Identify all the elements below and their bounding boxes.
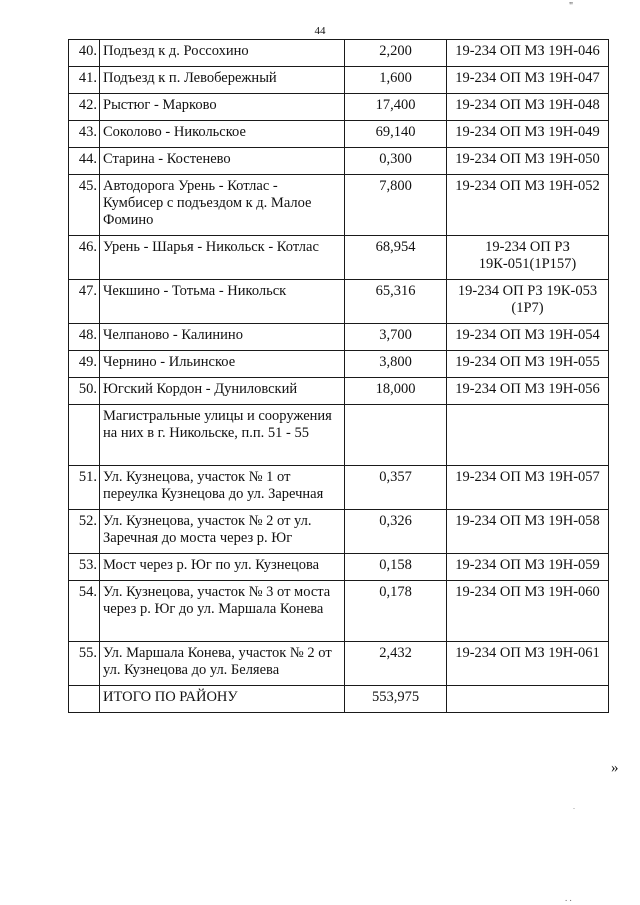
- length-km-cell: [345, 405, 447, 466]
- road-id-code-cell: 19-234 ОП МЗ 19Н-057: [447, 466, 609, 510]
- row-number-cell: 48.: [69, 324, 100, 351]
- road-name-cell: Ул. Кузнецова, участок № 1 от переулка Кузнецова до ул. Заречная: [100, 466, 345, 510]
- road-name-cell: Старина - Костенево: [100, 148, 345, 175]
- road-id-code-cell: 19-234 ОП МЗ 19Н-055: [447, 351, 609, 378]
- table-row: [69, 581, 609, 642]
- road-id-code-cell: 19-234 ОП МЗ 19Н-061: [447, 642, 609, 686]
- row-number-cell: 43.: [69, 121, 100, 148]
- row-number-cell: 52.: [69, 510, 100, 554]
- table-row: [69, 67, 609, 94]
- table-row: [69, 405, 609, 466]
- row-number-cell: 42.: [69, 94, 100, 121]
- table-row: [69, 280, 609, 324]
- table-row: [69, 236, 609, 280]
- row-number-cell: [69, 405, 100, 466]
- road-name-cell: ИТОГО ПО РАЙОНУ: [100, 686, 345, 713]
- table-row: [69, 554, 609, 581]
- road-name-cell: Урень - Шарья - Никольск - Котлас: [100, 236, 345, 280]
- length-km-cell: 1,600: [345, 67, 447, 94]
- length-km-cell: 69,140: [345, 121, 447, 148]
- row-number-cell: 40.: [69, 40, 100, 67]
- row-number-cell: 44.: [69, 148, 100, 175]
- road-name-cell: Ул. Маршала Конева, участок № 2 от ул. Кузнецова до ул. Беляева: [100, 642, 345, 686]
- road-name-cell: Ул. Кузнецова, участок № 2 от ул. Заречная до моста через р. Юг: [100, 510, 345, 554]
- road-id-code-cell: 19-234 ОП МЗ 19Н-059: [447, 554, 609, 581]
- bottom-marks: . .: [565, 893, 572, 903]
- road-name-cell: Подъезд к п. Левобережный: [100, 67, 345, 94]
- length-km-cell: 7,800: [345, 175, 447, 236]
- table-row: [69, 175, 609, 236]
- length-km-cell: 68,954: [345, 236, 447, 280]
- length-km-cell: 65,316: [345, 280, 447, 324]
- table-row: [69, 324, 609, 351]
- length-km-cell: 0,300: [345, 148, 447, 175]
- row-number-cell: 51.: [69, 466, 100, 510]
- road-name-cell: Рыстюг - Марково: [100, 94, 345, 121]
- corner-tick-mark: ": [569, 1, 574, 12]
- road-id-code-cell: 19-234 ОП МЗ 19Н-058: [447, 510, 609, 554]
- road-name-cell: Чекшино - Тотьма - Никольск: [100, 280, 345, 324]
- length-km-cell: 0,357: [345, 466, 447, 510]
- road-id-code-cell: [447, 405, 609, 466]
- road-id-code-cell: 19-234 ОП МЗ 19Н-054: [447, 324, 609, 351]
- road-id-code-cell: 19-234 ОП МЗ 19Н-047: [447, 67, 609, 94]
- scan-speck: .: [573, 802, 575, 811]
- table-row: [69, 121, 609, 148]
- road-id-code-cell: 19-234 ОП МЗ 19Н-060: [447, 581, 609, 642]
- length-km-cell: 3,800: [345, 351, 447, 378]
- table-row: [69, 686, 609, 713]
- road-name-cell: Соколово - Никольское: [100, 121, 345, 148]
- table-row: [69, 510, 609, 554]
- row-number-cell: 49.: [69, 351, 100, 378]
- table-row: [69, 378, 609, 405]
- road-name-cell: Ул. Кузнецова, участок № 3 от моста через р. Юг до ул. Маршала Конева: [100, 581, 345, 642]
- road-id-code-cell: 19-234 ОП МЗ 19Н-052: [447, 175, 609, 236]
- road-name-cell: Югский Кордон - Дуниловский: [100, 378, 345, 405]
- row-number-cell: 55.: [69, 642, 100, 686]
- road-name-cell: Автодорога Урень - Котлас - Кумбисер с подъездом к д. Малое Фомино: [100, 175, 345, 236]
- table-row: [69, 40, 609, 67]
- road-name-cell: Подъезд к д. Россохино: [100, 40, 345, 67]
- length-km-cell: 3,700: [345, 324, 447, 351]
- road-name-cell: Челпаново - Калинино: [100, 324, 345, 351]
- table-row: [69, 351, 609, 378]
- length-km-cell: 2,200: [345, 40, 447, 67]
- row-number-cell: [69, 686, 100, 713]
- length-km-cell: 18,000: [345, 378, 447, 405]
- table-row: [69, 466, 609, 510]
- row-number-cell: 53.: [69, 554, 100, 581]
- road-id-code-cell: 19-234 ОП РЗ 19К-053 (1Р7): [447, 280, 609, 324]
- road-id-code-cell: 19-234 ОП МЗ 19Н-050: [447, 148, 609, 175]
- row-number-cell: 41.: [69, 67, 100, 94]
- road-name-cell: Мост через р. Юг по ул. Кузнецова: [100, 554, 345, 581]
- road-id-code-cell: 19-234 ОП МЗ 19Н-056: [447, 378, 609, 405]
- page-number: 44: [314, 25, 326, 37]
- road-name-cell: Магистральные улицы и сооружения на них в г. Никольске, п.п. 51 - 55: [100, 405, 345, 466]
- row-number-cell: 50.: [69, 378, 100, 405]
- row-number-cell: 45.: [69, 175, 100, 236]
- road-id-code-cell: [447, 686, 609, 713]
- road-id-code-cell: 19-234 ОП МЗ 19Н-049: [447, 121, 609, 148]
- road-id-code-cell: 19-234 ОП РЗ 19К-051(1Р157): [447, 236, 609, 280]
- table-row: [69, 148, 609, 175]
- length-km-cell: 0,326: [345, 510, 447, 554]
- table-row: [69, 94, 609, 121]
- row-number-cell: 47.: [69, 280, 100, 324]
- table-row: [69, 642, 609, 686]
- length-km-cell: 553,975: [345, 686, 447, 713]
- length-km-cell: 0,158: [345, 554, 447, 581]
- closing-quote: »: [611, 760, 619, 776]
- roads-table: [68, 39, 609, 713]
- road-id-code-cell: 19-234 ОП МЗ 19Н-046: [447, 40, 609, 67]
- row-number-cell: 46.: [69, 236, 100, 280]
- row-number-cell: 54.: [69, 581, 100, 642]
- road-name-cell: Чернино - Ильинское: [100, 351, 345, 378]
- length-km-cell: 17,400: [345, 94, 447, 121]
- length-km-cell: 2,432: [345, 642, 447, 686]
- length-km-cell: 0,178: [345, 581, 447, 642]
- road-id-code-cell: 19-234 ОП МЗ 19Н-048: [447, 94, 609, 121]
- roads-table-body: [69, 40, 609, 713]
